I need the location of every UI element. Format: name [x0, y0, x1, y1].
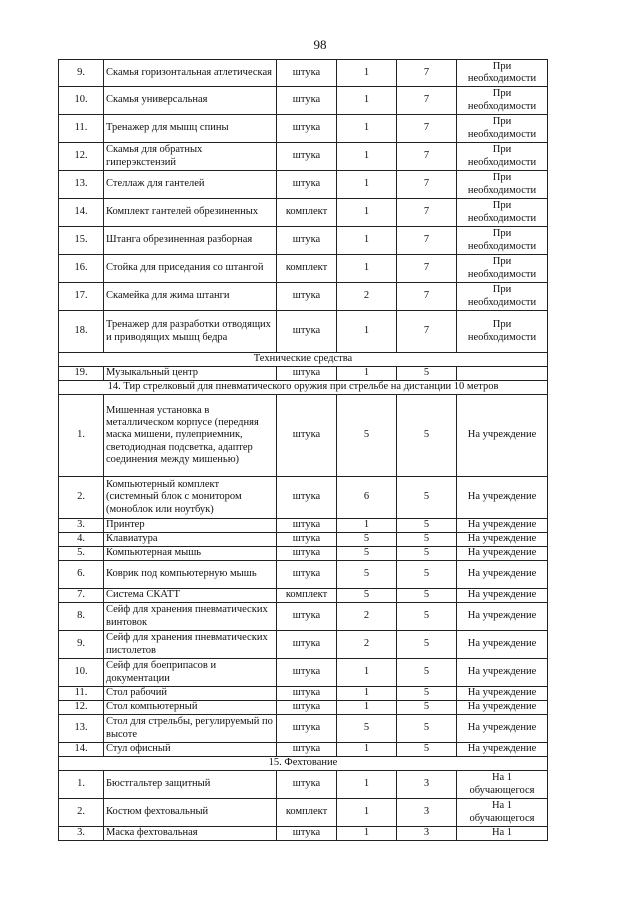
item-service-life: 5	[397, 547, 457, 561]
table-row	[59, 367, 548, 381]
item-note: На учреждение	[457, 395, 548, 477]
item-name: Сейф для боеприпасов и документации	[104, 659, 277, 687]
item-number: 6.	[59, 561, 104, 589]
item-quantity: 1	[337, 143, 397, 171]
item-unit: штука	[277, 631, 337, 659]
table-row	[59, 631, 548, 659]
item-unit: штука	[277, 171, 337, 199]
item-number: 5.	[59, 547, 104, 561]
item-quantity: 1	[337, 659, 397, 687]
item-note: На учреждение	[457, 631, 548, 659]
item-note: При необходимости	[457, 255, 548, 283]
item-service-life: 5	[397, 519, 457, 533]
item-unit: штука	[277, 659, 337, 687]
item-quantity: 1	[337, 311, 397, 353]
item-number: 11.	[59, 687, 104, 701]
item-unit: штука	[277, 687, 337, 701]
item-name: Мишенная установка в металлическом корпусе (передняя маска мишени, пулеприемник, светодиодная подсветка, адаптер соединения между мишенью)	[104, 395, 277, 477]
item-service-life: 3	[397, 771, 457, 799]
item-number: 14.	[59, 199, 104, 227]
item-number: 8.	[59, 603, 104, 631]
item-quantity: 5	[337, 561, 397, 589]
table-row	[59, 255, 548, 283]
table-row	[59, 171, 548, 199]
page-number: 98	[313, 37, 327, 52]
item-quantity: 1	[337, 199, 397, 227]
item-service-life: 7	[397, 199, 457, 227]
item-number: 10.	[59, 87, 104, 115]
item-service-life: 3	[397, 799, 457, 827]
item-service-life: 5	[397, 743, 457, 757]
item-name: Коврик под компьютерную мышь	[104, 561, 277, 589]
table-row	[59, 227, 548, 255]
item-name: Стеллаж для гантелей	[104, 171, 277, 199]
section-row	[59, 757, 548, 771]
item-name: Маска фехтовальная	[104, 827, 277, 841]
item-name: Компьютерная мышь	[104, 547, 277, 561]
table-row	[59, 115, 548, 143]
table-row	[59, 799, 548, 827]
item-quantity: 1	[337, 60, 397, 87]
item-number: 2.	[59, 477, 104, 519]
item-unit: штука	[277, 561, 337, 589]
item-name: Скамья универсальная	[104, 87, 277, 115]
item-name: Тренажер для мышц спины	[104, 115, 277, 143]
item-service-life: 7	[397, 255, 457, 283]
item-number: 15.	[59, 227, 104, 255]
table-row	[59, 603, 548, 631]
item-name: Сейф для хранения пневматических пистолетов	[104, 631, 277, 659]
item-number: 11.	[59, 115, 104, 143]
item-unit: штука	[277, 547, 337, 561]
item-quantity: 1	[337, 115, 397, 143]
table-row	[59, 477, 548, 519]
table-row	[59, 87, 548, 115]
item-quantity: 1	[337, 367, 397, 381]
item-quantity: 1	[337, 171, 397, 199]
item-service-life: 5	[397, 561, 457, 589]
item-service-life: 5	[397, 701, 457, 715]
item-unit: штука	[277, 311, 337, 353]
item-service-life: 7	[397, 60, 457, 87]
item-name: Скамейка для жима штанги	[104, 283, 277, 311]
item-number: 10.	[59, 659, 104, 687]
item-service-life: 5	[397, 533, 457, 547]
item-note: На учреждение	[457, 561, 548, 589]
section-row	[59, 381, 548, 395]
item-number: 17.	[59, 283, 104, 311]
item-service-life: 5	[397, 687, 457, 701]
table-row	[59, 547, 548, 561]
table-row	[59, 743, 548, 757]
item-number: 2.	[59, 799, 104, 827]
item-note	[457, 367, 548, 381]
item-number: 4.	[59, 533, 104, 547]
table-row	[59, 659, 548, 687]
item-number: 9.	[59, 631, 104, 659]
item-service-life: 7	[397, 143, 457, 171]
item-note: На учреждение	[457, 715, 548, 743]
item-unit: комплект	[277, 589, 337, 603]
table-row	[59, 771, 548, 799]
item-number: 12.	[59, 701, 104, 715]
item-name: Тренажер для разработки отводящих и приводящих мышц бедра	[104, 311, 277, 353]
item-note: При необходимости	[457, 60, 548, 87]
item-name: Система СКАТТ	[104, 589, 277, 603]
item-number: 9.	[59, 60, 104, 87]
item-unit: штука	[277, 367, 337, 381]
table-row	[59, 827, 548, 841]
item-service-life: 5	[397, 603, 457, 631]
section-title: 14. Тир стрелковый для пневматического оружия при стрельбе на дистанции 10 метров	[59, 381, 548, 395]
item-note: При необходимости	[457, 227, 548, 255]
item-name: Принтер	[104, 519, 277, 533]
item-quantity: 1	[337, 771, 397, 799]
item-name: Костюм фехтовальный	[104, 799, 277, 827]
table-row	[59, 561, 548, 589]
table-row	[59, 143, 548, 171]
item-service-life: 5	[397, 395, 457, 477]
table-row	[59, 199, 548, 227]
table-row	[59, 687, 548, 701]
item-note: На учреждение	[457, 589, 548, 603]
item-number: 13.	[59, 715, 104, 743]
item-quantity: 1	[337, 519, 397, 533]
table-row	[59, 701, 548, 715]
item-note: При необходимости	[457, 143, 548, 171]
item-name: Сейф для хранения пневматических винтовок	[104, 603, 277, 631]
item-quantity: 1	[337, 827, 397, 841]
item-quantity: 1	[337, 687, 397, 701]
section-row	[59, 353, 548, 367]
item-note: При необходимости	[457, 311, 548, 353]
item-quantity: 1	[337, 799, 397, 827]
item-name: Стул офисный	[104, 743, 277, 757]
item-unit: комплект	[277, 799, 337, 827]
item-unit: штука	[277, 395, 337, 477]
item-service-life: 7	[397, 171, 457, 199]
section-title: Технические средства	[59, 353, 548, 367]
item-unit: штука	[277, 603, 337, 631]
item-unit: штука	[277, 477, 337, 519]
item-service-life: 7	[397, 283, 457, 311]
item-quantity: 6	[337, 477, 397, 519]
item-unit: штука	[277, 701, 337, 715]
item-note: На учреждение	[457, 743, 548, 757]
item-service-life: 5	[397, 477, 457, 519]
table-row	[59, 395, 548, 477]
table-row	[59, 715, 548, 743]
item-name: Компьютерный комплект (системный блок с монитором (моноблок или ноутбук)	[104, 477, 277, 519]
item-number: 12.	[59, 143, 104, 171]
item-quantity: 2	[337, 603, 397, 631]
item-service-life: 7	[397, 227, 457, 255]
equipment-table	[58, 59, 548, 841]
item-note: На 1	[457, 827, 548, 841]
table-row	[59, 533, 548, 547]
item-quantity: 5	[337, 589, 397, 603]
item-name: Скамья для обратных гиперэкстензий	[104, 143, 277, 171]
item-service-life: 7	[397, 87, 457, 115]
item-note: При необходимости	[457, 283, 548, 311]
item-service-life: 5	[397, 631, 457, 659]
item-unit: штука	[277, 227, 337, 255]
item-note: На учреждение	[457, 687, 548, 701]
item-quantity: 2	[337, 283, 397, 311]
item-unit: комплект	[277, 255, 337, 283]
item-quantity: 1	[337, 743, 397, 757]
item-note: При необходимости	[457, 171, 548, 199]
item-unit: штука	[277, 115, 337, 143]
item-name: Бюстгальтер защитный	[104, 771, 277, 799]
item-note: На учреждение	[457, 603, 548, 631]
table-row	[59, 589, 548, 603]
item-quantity: 5	[337, 547, 397, 561]
item-note: При необходимости	[457, 87, 548, 115]
item-name: Клавиатура	[104, 533, 277, 547]
table-row	[59, 311, 548, 353]
item-note: На учреждение	[457, 659, 548, 687]
item-quantity: 5	[337, 395, 397, 477]
item-note: На учреждение	[457, 519, 548, 533]
item-quantity: 1	[337, 87, 397, 115]
section-title: 15. Фехтование	[59, 757, 548, 771]
item-note: На учреждение	[457, 701, 548, 715]
item-quantity: 1	[337, 227, 397, 255]
item-number: 7.	[59, 589, 104, 603]
item-note: На 1 обучающегося	[457, 799, 548, 827]
item-number: 1.	[59, 395, 104, 477]
item-name: Стойка для приседания со штангой	[104, 255, 277, 283]
item-service-life: 5	[397, 589, 457, 603]
item-name: Стол рабочий	[104, 687, 277, 701]
item-name: Музыкальный центр	[104, 367, 277, 381]
item-name: Комплект гантелей обрезиненных	[104, 199, 277, 227]
item-service-life: 5	[397, 367, 457, 381]
item-note: При необходимости	[457, 115, 548, 143]
item-quantity: 1	[337, 255, 397, 283]
item-unit: комплект	[277, 199, 337, 227]
item-unit: штука	[277, 743, 337, 757]
item-unit: штука	[277, 283, 337, 311]
item-note: При необходимости	[457, 199, 548, 227]
item-service-life: 5	[397, 715, 457, 743]
item-unit: штука	[277, 715, 337, 743]
item-note: На учреждение	[457, 547, 548, 561]
table-row	[59, 519, 548, 533]
item-quantity: 2	[337, 631, 397, 659]
table-row	[59, 283, 548, 311]
item-unit: штука	[277, 519, 337, 533]
item-number: 3.	[59, 519, 104, 533]
item-name: Стол компьютерный	[104, 701, 277, 715]
item-number: 1.	[59, 771, 104, 799]
item-number: 19.	[59, 367, 104, 381]
item-name: Скамья горизонтальная атлетическая	[104, 60, 277, 87]
item-unit: штука	[277, 771, 337, 799]
table-body	[59, 60, 548, 841]
item-unit: штука	[277, 60, 337, 87]
item-note: На учреждение	[457, 533, 548, 547]
item-unit: штука	[277, 87, 337, 115]
item-unit: штука	[277, 827, 337, 841]
item-service-life: 5	[397, 659, 457, 687]
item-quantity: 1	[337, 701, 397, 715]
item-number: 13.	[59, 171, 104, 199]
item-service-life: 7	[397, 115, 457, 143]
item-unit: штука	[277, 143, 337, 171]
item-number: 16.	[59, 255, 104, 283]
item-unit: штука	[277, 533, 337, 547]
item-quantity: 5	[337, 533, 397, 547]
item-note: На учреждение	[457, 477, 548, 519]
item-name: Штанга обрезиненная разборная	[104, 227, 277, 255]
item-note: На 1 обучающегося	[457, 771, 548, 799]
item-name: Стол для стрельбы, регулируемый по высоте	[104, 715, 277, 743]
item-number: 14.	[59, 743, 104, 757]
item-service-life: 7	[397, 311, 457, 353]
item-quantity: 5	[337, 715, 397, 743]
table-row	[59, 60, 548, 87]
item-number: 18.	[59, 311, 104, 353]
item-service-life: 3	[397, 827, 457, 841]
item-number: 3.	[59, 827, 104, 841]
